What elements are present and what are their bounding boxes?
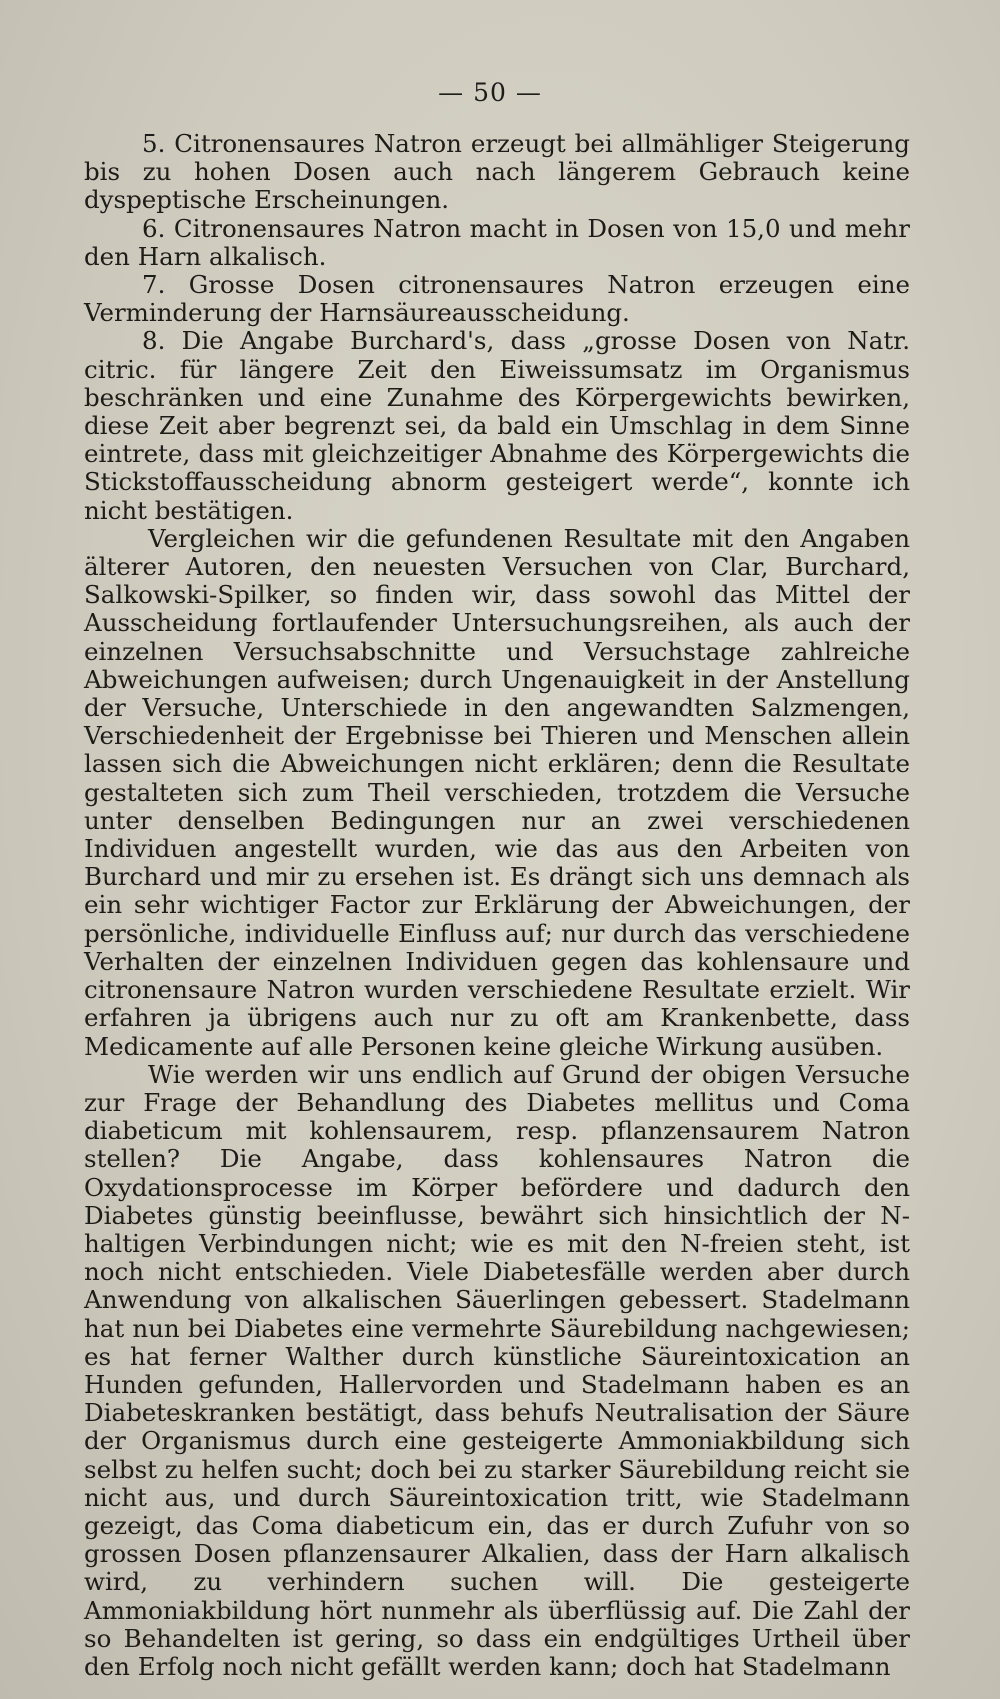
paragraph-item-6: 6. Citronensaures Natron macht in Dosen von 15,0 und mehr den Harn alkalisch. [84, 213, 910, 271]
paragraph-item-7: 7. Grosse Dosen citronensaures Natron erzeugen eine Verminderung der Harnsäureausscheidung. [84, 270, 910, 328]
page-number: — 50 — [438, 78, 542, 107]
paragraph-diabetes-treatment: Wie werden wir uns endlich auf Grund der obigen Versuche zur Frage der Behandlung des Diabetes mellitus und Coma diabeticum mit kohlensaurem, resp. pflanzensaurem Natron stellen? Die Angabe, dass kohlensaures Natron die Oxydationsprocesse im Körper befördere und dadurch den Diabetes günstig beeinflusse, bewährt sich hinsichtlich der N-haltigen Verbindungen nicht; wie es mit den N-freien steht, ist noch nicht entschieden. Viele Diabetesfälle werden aber durch Anwendung von alkalischen Säuerlingen gebessert. Stadelmann hat nun bei Diabetes eine vermehrte Säurebildung nachgewiesen; es hat ferner Walther durch künstliche Säureintoxication an Hunden gefunden, Hallervorden und Stadelmann haben es an Diabeteskranken bestätigt, dass behufs Neutralisation der Säure der Organismus durch eine gesteigerte Ammoniakbildung sich selbst zu helfen sucht; doch bei zu starker Säurebildung reicht sie nicht aus, und durch Säureintoxication tritt, wie Stadelmann gezeigt, das Coma diabeticum ein, das er durch Zufuhr von so grossen Dosen pflanzensaurer Alkalien, dass der Harn alkalisch wird, zu verhindern suchen will. Die gesteigerte Ammoniakbildung hört nunmehr als überflüssig auf. Die Zahl der so Behandelten ist gering, so dass ein endgültiges Urtheil über den Erfolg noch nicht gefällt werden kann; doch hat Stadelmann [84, 1059, 910, 1681]
paragraph-comparison: Vergleichen wir die gefundenen Resultate mit den Angaben älterer Autoren, den neuesten Versuchen von Clar, Burchard, Salkowski-Spilker, so finden wir, dass sowohl das Mittel der Ausscheidung fortlaufender Untersuchungsreihen, als auch der einzelnen Versuchsabschnitte und Versuchstage zahlreiche Abweichungen aufweisen; durch Ungenauigkeit in der Anstellung der Versuche, Unterschiede in den angewandten Salzmengen, Verschiedenheit der Ergebnisse bei Thieren und Menschen allein lassen sich die Abweichungen nicht erklären; denn die Resultate gestalteten sich zum Theil verschieden, trotzdem die Versuche unter denselben Bedingungen nur an zwei verschiedenen Individuen angestellt wurden, wie das aus den Arbeiten von Burchard und mir zu ersehen ist. Es drängt sich uns demnach als ein sehr wichtiger Factor zur Erklärung der Abweichungen, der persönliche, individuelle Einfluss auf; nur durch das verschiedene Verhalten der einzelnen Individuen gegen das kohlensaure und citronensaure Natron wurden verschiedene Resultate erzielt. Wir erfahren ja übrigens auch nur zu oft am Krankenbette, dass Medicamente auf alle Personen keine gleiche Wirkung ausüben. [84, 523, 910, 1061]
paragraph-item-5: 5. Citronensaures Natron erzeugt bei allmähliger Steigerung bis zu hohen Dosen auch nach längerem Gebrauch keine dyspeptische Erscheinungen. [84, 129, 910, 215]
paragraph-item-8: 8. Die Angabe Burchard's, dass „grosse Dosen von Natr. citric. für längere Zeit den Eiweissumsatz im Organismus beschränken und eine Zunahme des Körpergewichts bewirken, diese Zeit aber begrenzt sei, da bald ein Umschlag in dem Sinne eintrete, dass mit gleichzeitiger Abnahme des Körpergewichts die Stickstoffausscheidung abnorm gesteigert werde“, konnte ich nicht bestätigen. [84, 326, 910, 525]
body-text [84, 130, 910, 1681]
